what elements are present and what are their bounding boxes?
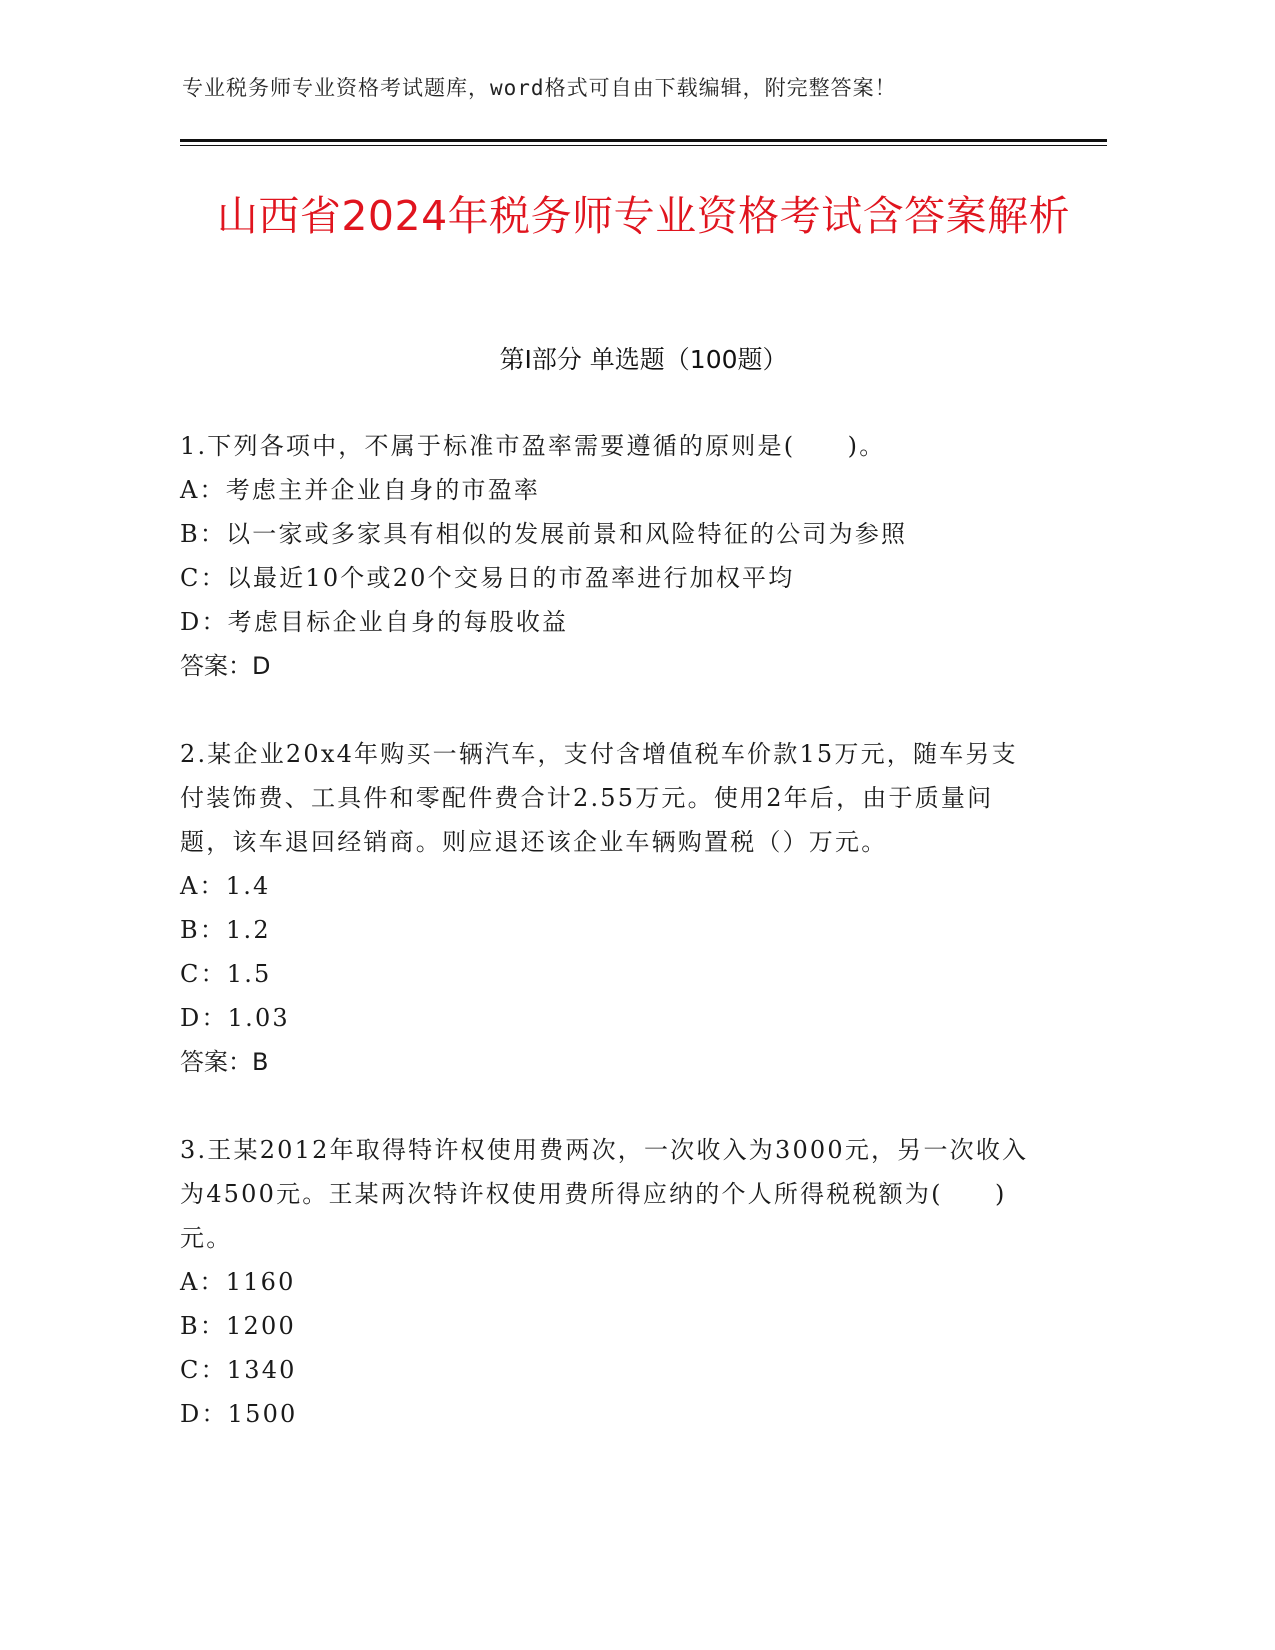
option-a: A：1160 bbox=[180, 1268, 296, 1296]
header-divider-thick bbox=[180, 139, 1107, 142]
option-a: A：1.4 bbox=[180, 872, 271, 900]
option-b: B：1.2 bbox=[180, 916, 271, 944]
question-stem: 1.下列各项中，不属于标准市盈率需要遵循的原则是( )。 bbox=[180, 432, 886, 460]
answer-line: 答案：D bbox=[180, 652, 271, 680]
header-divider-thin bbox=[180, 145, 1107, 146]
option-a: A：考虑主并企业自身的市盈率 bbox=[180, 476, 541, 504]
document-title: 山西省2024年税务师专业资格考试含答案解析 bbox=[216, 192, 1071, 240]
option-d: D：1.03 bbox=[180, 1004, 290, 1032]
question-stem: 2.某企业20x4年购买一辆汽车，支付含增值税车价款15万元，随车另支付装饰费、工具件和零配件费合计2.55万元。使用2年后，由于质量问题，该车退回经销商。则应退还该企业车辆购置税（）万元。 bbox=[180, 740, 1018, 856]
page-header: 专业税务师专业资格考试题库，word格式可自由下载编辑，附完整答案！ bbox=[182, 76, 897, 100]
option-d: D：考虑目标企业自身的每股收益 bbox=[180, 608, 569, 636]
option-d: D：1500 bbox=[180, 1400, 298, 1428]
question-list bbox=[180, 424, 1040, 1480]
option-b: B：以一家或多家具有相似的发展前景和风险特征的公司为参照 bbox=[180, 520, 908, 548]
question-stem: 3.王某2012年取得特许权使用费两次，一次收入为3000元，另一次收入为4500元。王某两次特许权使用费所得应纳的个人所得税税额为( )元。 bbox=[180, 1136, 1029, 1252]
answer-line: 答案：B bbox=[180, 1048, 269, 1076]
option-c: C：以最近10个或20个交易日的市盈率进行加权平均 bbox=[180, 564, 795, 592]
option-c: C：1.5 bbox=[180, 960, 272, 988]
question-3 bbox=[180, 1128, 1040, 1436]
section-heading: 第Ⅰ部分 单选题（100题） bbox=[499, 345, 788, 374]
option-c: C：1340 bbox=[180, 1356, 297, 1384]
option-b: B：1200 bbox=[180, 1312, 296, 1340]
question-2 bbox=[180, 732, 1040, 1084]
question-1 bbox=[180, 424, 1040, 688]
